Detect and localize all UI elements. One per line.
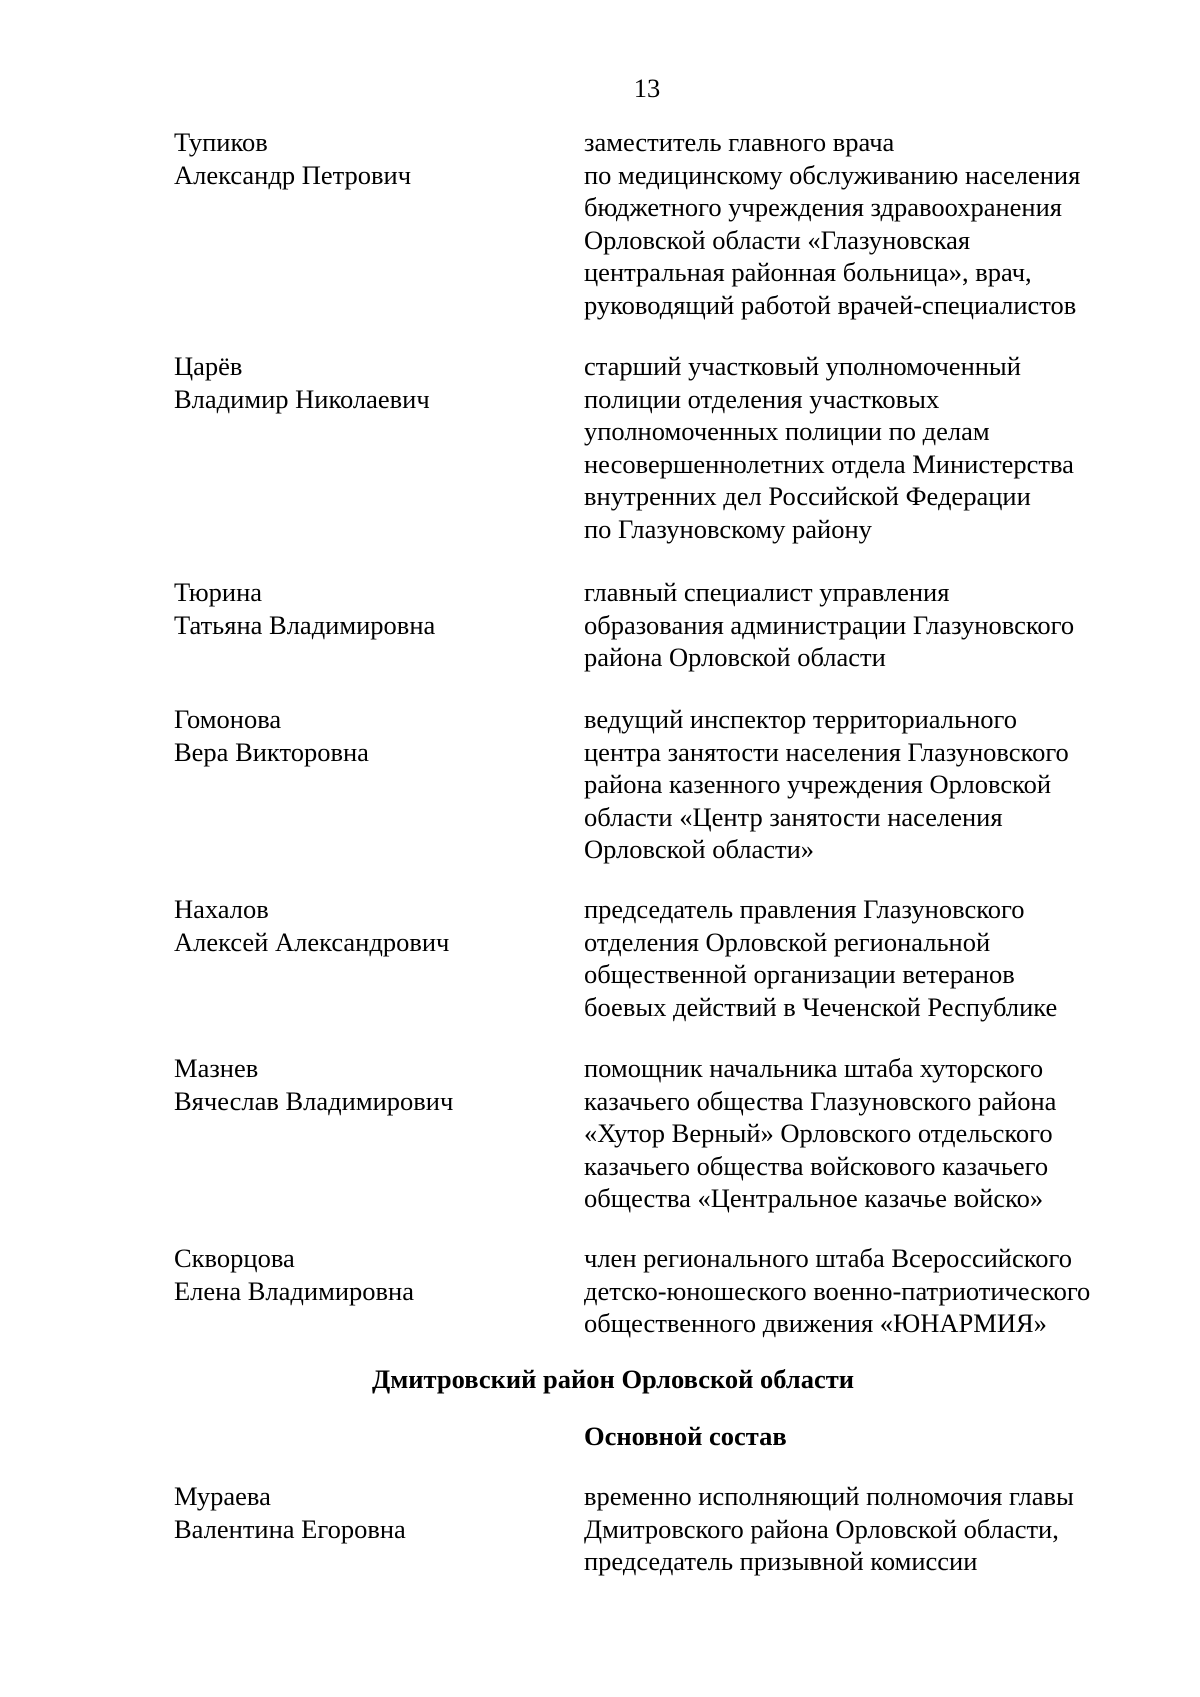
member-position: [584, 1242, 1144, 1340]
member-position: [584, 893, 1144, 1023]
member-surname: Скворцова: [174, 1243, 295, 1273]
member-position: [584, 703, 1144, 866]
position-line: по медицинскому обслуживанию населения: [584, 159, 1081, 190]
position-line: руководящий работой врачей-специалистов: [584, 289, 1077, 320]
position-line: несовершеннолетних отдела Министерства: [584, 448, 1074, 479]
position-line: полиции отделения участковых: [584, 383, 940, 414]
position-line: боевых действий в Чеченской Республике: [584, 991, 1058, 1022]
position-line: района казенного учреждения Орловской: [584, 769, 1052, 799]
position-line: ведущий инспектор территориального: [584, 704, 1017, 734]
member-name: [174, 1480, 574, 1545]
member-given-names: Вячеслав Владимирович: [174, 1085, 454, 1116]
position-line: председатель призывной комиссии: [584, 1546, 978, 1576]
position-line: по Глазуновскому району: [584, 513, 872, 544]
member-given-names: Алексей Александрович: [174, 926, 450, 957]
member-position: [584, 1480, 1144, 1578]
member-name: [174, 703, 574, 768]
member-name: [174, 576, 574, 641]
position-line: Дмитровского района Орловской области,: [584, 1513, 1059, 1544]
position-line: общественного движения «ЮНАРМИЯ»: [584, 1308, 1047, 1338]
member-name: [174, 1052, 574, 1117]
position-line: казачьего общества Глазуновского района: [584, 1085, 1057, 1116]
section-heading-text: Дмитровский район Орловской области: [372, 1364, 855, 1394]
position-line: области «Центр занятости населения: [584, 801, 1003, 832]
position-line: член регионального штаба Всероссийского: [584, 1243, 1072, 1273]
member-name: [174, 1242, 574, 1307]
member-given-names: Татьяна Владимировна: [174, 609, 436, 640]
position-line: уполномоченных полиции по делам: [584, 416, 990, 446]
position-line: заместитель главного врача: [584, 127, 895, 157]
member-position: [584, 126, 1144, 321]
position-line: детско-юношеского военно-патриотического: [584, 1275, 1091, 1306]
member-surname: Гомонова: [174, 704, 282, 734]
member-name: [174, 126, 574, 191]
member-position: [584, 1052, 1144, 1215]
position-line: «Хутор Верный» Орловского отдельского: [584, 1118, 1053, 1148]
position-line: помощник начальника штаба хуторского: [584, 1053, 1044, 1083]
member-surname: Нахалов: [174, 894, 269, 924]
member-position: [584, 576, 1144, 674]
position-line: бюджетного учреждения здравоохранения: [584, 192, 1062, 222]
member-given-names: Валентина Егоровна: [174, 1513, 406, 1544]
member-given-names: Владимир Николаевич: [174, 383, 430, 414]
member-surname: Тупиков: [174, 127, 268, 157]
member-name: [174, 350, 574, 415]
member-given-names: Александр Петрович: [174, 159, 412, 190]
position-line: Орловской области»: [584, 834, 815, 864]
page-number: 13: [633, 73, 661, 103]
position-line: образования администрации Глазуновского: [584, 609, 1075, 640]
member-given-names: Вера Викторовна: [174, 736, 369, 767]
position-line: председатель правления Глазуновского: [584, 894, 1025, 924]
member-name: [174, 893, 574, 958]
member-position: [584, 350, 1144, 545]
position-line: старший участковый уполномоченный: [584, 351, 1021, 381]
position-line: района Орловской области: [584, 642, 886, 672]
position-line: центральная районная больница», врач,: [584, 257, 1032, 287]
member-surname: Мазнев: [174, 1053, 259, 1083]
subsection-heading: Основной состав: [584, 1421, 787, 1451]
position-line: Орловской области «Глазуновская: [584, 224, 971, 255]
position-line: центра занятости населения Глазуновского: [584, 736, 1069, 767]
position-line: общества «Центральное казачье войско»: [584, 1183, 1044, 1213]
member-surname: Мураева: [174, 1481, 271, 1511]
position-line: общественной организации ветеранов: [584, 959, 1015, 989]
member-surname: Царёв: [174, 351, 243, 381]
member-surname: Тюрина: [174, 577, 263, 607]
position-line: временно исполняющий полномочия главы: [584, 1481, 1074, 1511]
position-line: главный специалист управления: [584, 577, 950, 607]
member-given-names: Елена Владимировна: [174, 1275, 414, 1306]
position-line: внутренних дел Российской Федерации: [584, 481, 1031, 511]
position-line: казачьего общества войскового казачьего: [584, 1150, 1049, 1181]
position-line: отделения Орловской региональной: [584, 926, 991, 957]
